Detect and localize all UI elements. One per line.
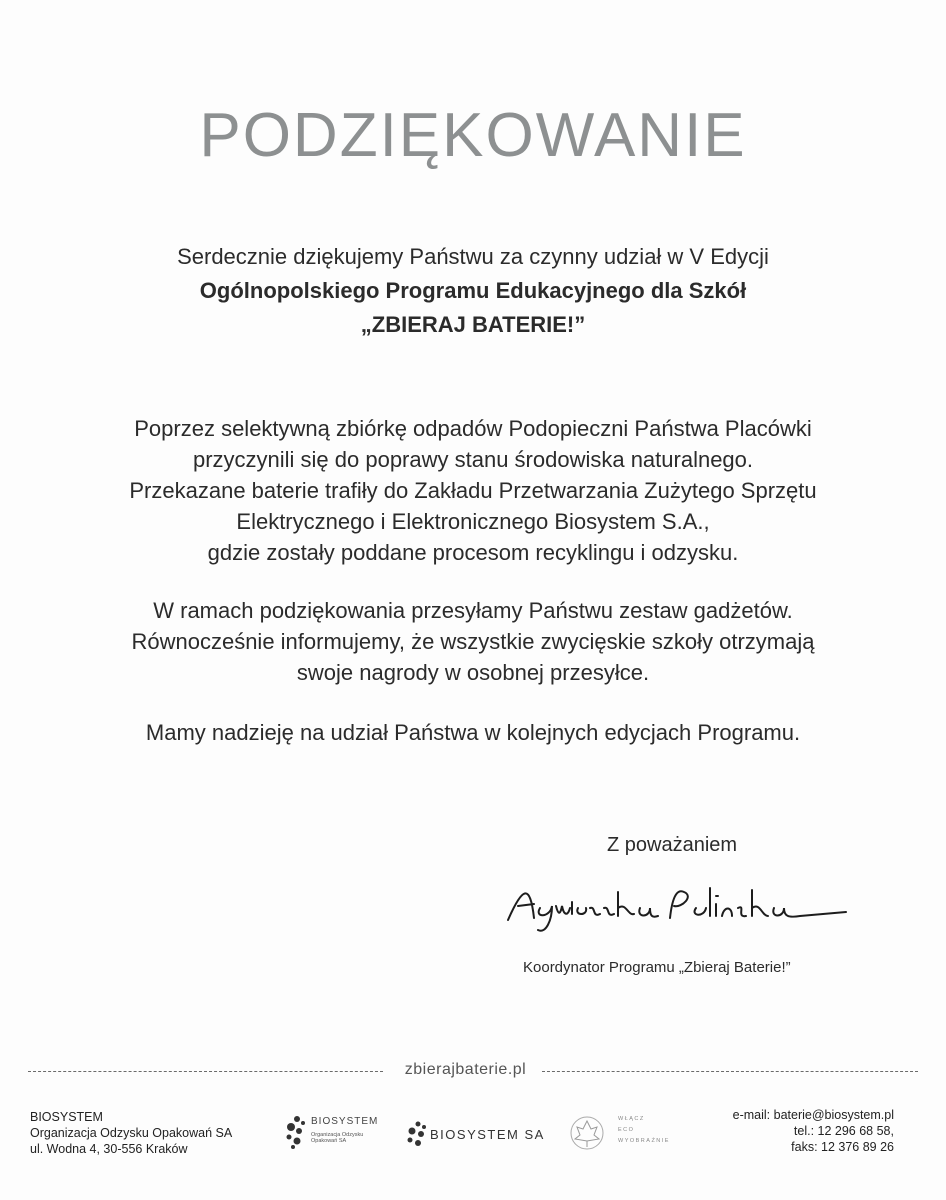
paragraph-line: Elektrycznego i Elektronicznego Biosystem S.A., <box>236 509 710 534</box>
logo-subtitle: Organizacja Odzysku Opakowań SA <box>311 1132 364 1144</box>
contact-info <box>733 1107 894 1155</box>
paragraph-line: Poprzez selektywną zbiórkę odpadów Podopieczni Państwa Placówki <box>134 416 812 441</box>
paragraph-line: Równocześnie informujemy, że wszystkie zwycięskie szkoły otrzymają <box>131 629 815 654</box>
paragraph-line: W ramach podziękowania przesyłamy Państwu zestaw gadżetów. <box>153 598 793 623</box>
paragraph-line: swoje nagrody w osobnej przesyłce. <box>296 660 650 685</box>
signatory-role: Koordynator Programu „Zbieraj Baterie!” <box>523 959 791 976</box>
logo-word: ECO <box>618 1127 635 1133</box>
intro-line-3: „ZBIERAJ BATERIE!” <box>360 312 586 337</box>
company-address <box>30 1109 232 1157</box>
paragraph-gifts <box>0 595 946 688</box>
logo-name: BIOSYSTEM <box>311 1116 379 1127</box>
divider-rule <box>542 1071 918 1072</box>
address-line: Organizacja Odzysku Opakowań SA <box>30 1126 233 1140</box>
contact-email[interactable]: e-mail: baterie@biosystem.pl <box>732 1108 894 1122</box>
website-link[interactable]: zbierajbaterie.pl <box>404 1061 527 1078</box>
dots-icon <box>283 1113 307 1153</box>
divider-rule <box>28 1071 383 1072</box>
paragraph-line: Przekazane baterie trafiły do Zakładu Przetwarzania Zużytego Sprzętu <box>129 478 817 503</box>
intro-block <box>0 240 946 342</box>
logo-words <box>618 1114 670 1147</box>
address-line: ul. Wodna 4, 30-556 Kraków <box>30 1142 188 1156</box>
intro-line-1: Serdecznie dziękujemy Państwu za czynny udział w V Edycji <box>177 244 769 269</box>
document-title: PODZIĘKOWANIE <box>199 101 747 170</box>
biosystem-organizacja-logo <box>283 1113 379 1157</box>
dots-icon <box>404 1120 428 1150</box>
paragraph-line: przyczynili się do poprawy stanu środowiska naturalnego. <box>192 447 754 472</box>
closing-salutation: Z poważaniem <box>607 834 738 856</box>
paragraph-line: gdzie zostały poddane procesom recyklingu i odzysku. <box>207 540 739 565</box>
logo-word: WŁĄCZ <box>618 1116 645 1122</box>
logo-name: BIOSYSTEM SA <box>430 1127 545 1142</box>
biosystem-sa-logo <box>404 1120 554 1150</box>
address-line: BIOSYSTEM <box>30 1110 103 1124</box>
footer-divider <box>28 1061 918 1081</box>
contact-fax: faks: 12 376 89 26 <box>791 1140 894 1154</box>
intro-line-2: Ogólnopolskiego Programu Edukacyjnego dla Szkół <box>199 278 747 303</box>
logo-word: WYOBRAŹNIE <box>618 1138 670 1144</box>
paragraph-hope: Mamy nadzieję na udział Państwa w kolejnych edycjach Programu. <box>145 720 801 745</box>
paragraph-recycling <box>0 413 946 568</box>
handwritten-signature <box>500 878 860 938</box>
contact-phone: tel.: 12 296 68 58, <box>793 1124 894 1138</box>
eco-campaign-logo <box>567 1113 697 1157</box>
leaf-icon <box>567 1113 607 1153</box>
